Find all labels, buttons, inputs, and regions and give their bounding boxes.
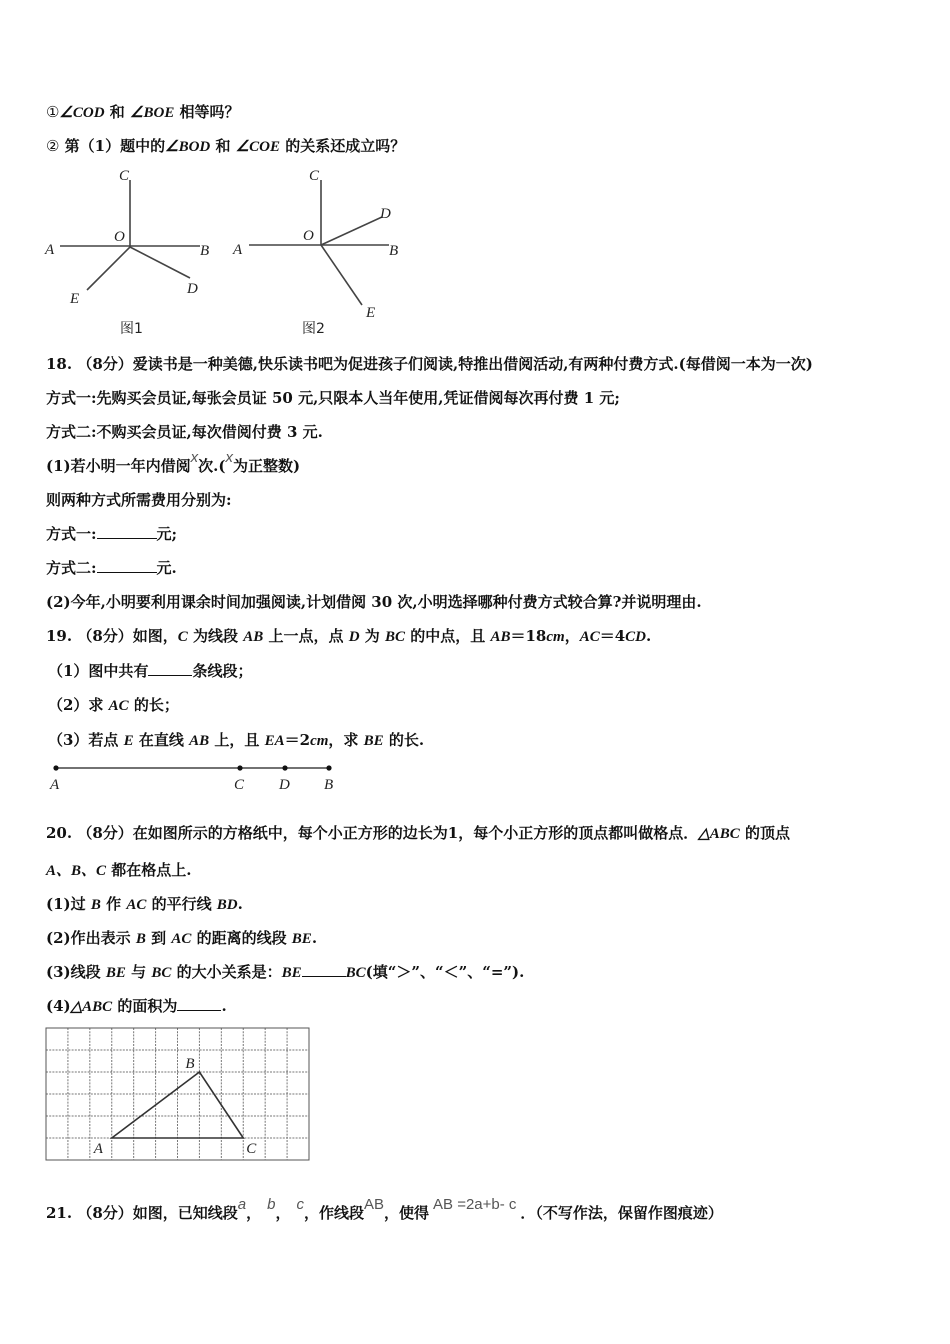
figure-1 — [60, 180, 200, 290]
var: BE — [105, 965, 126, 981]
answer-blank[interactable] — [148, 661, 192, 676]
segment-ab: AB — [364, 1196, 385, 1213]
grid-label-b: B — [185, 1056, 195, 1072]
formula: AB =2a+b- c — [433, 1196, 517, 1213]
text: (填“＞”、“＜”、“=”). — [365, 963, 525, 981]
var: BE — [363, 733, 384, 749]
text: (2)作出表示 — [46, 929, 136, 947]
q20-stem-line-2 — [46, 860, 191, 881]
text: 上，且 — [209, 731, 265, 749]
sep: ， — [246, 1204, 262, 1222]
text: 的距离的线段 — [191, 929, 292, 947]
fig1-caption: 图1 — [120, 321, 143, 337]
vars: A、B、C — [46, 863, 107, 879]
question-head: 第（1）题中的 — [59, 137, 166, 155]
point-d — [282, 765, 287, 770]
fig1-label-b: B — [200, 243, 210, 259]
var: BC — [385, 629, 406, 645]
q20-part-2 — [46, 928, 317, 949]
q18-part-1-line-2: 则两种方式所需费用分别为: — [46, 491, 232, 509]
stem-text: ＝4 — [599, 627, 626, 645]
question-tail: 的关系还成立吗？ — [280, 137, 406, 155]
text: 的大小关系是： — [171, 963, 282, 981]
q19-part-1 — [48, 661, 252, 681]
conjunction: 和 — [210, 137, 236, 155]
var: BC — [345, 965, 366, 981]
fill-label: 方式二: — [46, 559, 97, 577]
variable-x: x — [225, 449, 233, 466]
fig2-label-e: E — [366, 305, 376, 321]
text: 的面积为 — [112, 997, 178, 1015]
stem-text: 19. （8分）如图， — [46, 627, 178, 645]
text: 与 — [125, 963, 152, 981]
var: AC — [126, 897, 147, 913]
fill-unit: 元. — [156, 559, 177, 577]
fig1-label-c: C — [119, 168, 130, 184]
point-a — [53, 765, 58, 770]
var: C — [177, 629, 188, 645]
fig2-label-b: B — [389, 243, 399, 259]
stem-text: ，使得 — [384, 1204, 430, 1222]
point-b — [326, 765, 331, 770]
segment-c: c — [296, 1196, 304, 1213]
grid-label-a: A — [93, 1141, 103, 1157]
text: ，求 — [328, 731, 364, 749]
segment-figure — [0, 755, 400, 797]
conjunction: 和 — [104, 103, 131, 121]
var: BE — [281, 965, 302, 981]
fig2-label-c: C — [309, 168, 320, 184]
text: . — [221, 997, 227, 1015]
fig2-label-o: O — [303, 228, 314, 244]
var: B — [135, 931, 146, 947]
var: AC — [579, 629, 600, 645]
circled-number-1: ① — [46, 103, 60, 121]
stem-text: ，作线段 — [303, 1204, 364, 1222]
q20-part-3 — [46, 962, 524, 983]
angle-cod: ∠COD — [59, 105, 105, 121]
var: AB — [189, 733, 210, 749]
var: B — [90, 897, 101, 913]
question-tail: 相等吗？ — [174, 103, 240, 121]
unit: cm — [546, 629, 565, 645]
triangle-abc-shape — [112, 1072, 244, 1138]
circled-number-2: ② — [46, 137, 60, 155]
text: (3)线段 — [46, 963, 106, 981]
grid-label-c: C — [246, 1141, 257, 1157]
figure-2 — [249, 180, 389, 305]
answer-blank-2[interactable] — [97, 558, 157, 573]
q18-fill-1 — [46, 524, 177, 544]
answer-blank[interactable] — [177, 996, 221, 1011]
stem-text: 上一点，点 — [263, 627, 349, 645]
fig2-caption: 图2 — [302, 321, 325, 337]
segment-b: b — [267, 1196, 276, 1213]
q18-stem: 18. （8分）爱读书是一种美德,快乐读书吧为促进孩子们阅读,特推出借阅活动,有两种付费方式.(每借阅一本为一次) — [46, 355, 813, 373]
q21-stem — [46, 1196, 723, 1224]
text: 的平行线 — [146, 895, 217, 913]
part-tail: 的长； — [128, 696, 179, 714]
text: 的长. — [383, 731, 425, 749]
q19-part-3 — [48, 730, 424, 751]
fig2-label-d: D — [380, 206, 391, 222]
stem-text: ， — [564, 627, 580, 645]
point-c — [237, 765, 242, 770]
stem-text: . — [646, 627, 652, 645]
var: D — [348, 629, 360, 645]
text: (1)过 — [46, 895, 91, 913]
var: AC — [108, 698, 129, 714]
text: . — [237, 895, 243, 913]
fig1-label-d: D — [187, 281, 198, 297]
stem-text: 为 — [359, 627, 385, 645]
triangle-abc: △ABC — [698, 826, 740, 842]
angle-figures — [0, 0, 950, 345]
q19-stem — [46, 626, 651, 647]
variable-x: x — [190, 449, 199, 466]
fill-label: 方式一: — [46, 525, 97, 543]
unit: cm — [310, 733, 329, 749]
stem-text: 的顶点 — [739, 824, 790, 842]
part-tail: 条线段； — [192, 662, 253, 680]
text: 在直线 — [133, 731, 190, 749]
stem-text: 的中点，且 — [405, 627, 491, 645]
answer-blank-1[interactable] — [97, 524, 157, 539]
var: BC — [151, 965, 172, 981]
stem-text: ＝18 — [510, 627, 547, 645]
part1-mid: 次.( — [198, 457, 226, 475]
q20-part-1 — [46, 894, 243, 915]
sep: ， — [275, 1204, 291, 1222]
q18-method-2: 方式二:不购买会员证,每次借阅付费 3 元. — [46, 423, 323, 441]
angle-coe: ∠COE — [235, 139, 280, 155]
q19-part-2 — [48, 695, 179, 716]
var: AB — [243, 629, 264, 645]
fig1-label-a: A — [45, 242, 55, 258]
text: (4) — [46, 997, 71, 1015]
q18-part-1 — [46, 449, 301, 477]
var: AB — [490, 629, 511, 645]
q20-stem — [46, 823, 790, 844]
answer-blank[interactable] — [302, 962, 346, 977]
part-head: （2）求 — [48, 696, 109, 714]
fig2-label-a: A — [233, 242, 243, 258]
segment-a: a — [237, 1196, 247, 1213]
var: BE — [291, 931, 312, 947]
text: . — [311, 929, 318, 947]
stem-text: ．（不写作法，保留作图痕迹） — [520, 1204, 723, 1222]
stem-text: 都在格点上. — [106, 861, 192, 879]
var: E — [123, 733, 134, 749]
q18-method-1: 方式一:先购买会员证,每张会员证 50 元,只限本人当年使用,凭证借阅每次再付费 1 元; — [46, 389, 620, 407]
part1-head: (1)若小明一年内借阅 — [46, 457, 191, 475]
text: （3）若点 — [48, 731, 124, 749]
q18-part-2: (2)今年,小明要利用课余时间加强阅读,计划借阅 30 次,小明选择哪种付费方式较合算?并说明理由. — [46, 593, 702, 611]
label-c: C — [234, 777, 245, 793]
angle-bod: ∠BOD — [165, 139, 211, 155]
var: AC — [171, 931, 192, 947]
fill-unit: 元; — [156, 525, 178, 543]
var: CD — [625, 629, 646, 645]
fig1-label-o: O — [114, 229, 125, 245]
label-a: A — [50, 777, 60, 793]
triangle-abc: △ABC — [70, 999, 113, 1015]
q20-part-4 — [46, 996, 227, 1017]
label-d: D — [279, 777, 290, 793]
var: BD — [216, 897, 238, 913]
angle-boe: ∠BOE — [130, 105, 175, 121]
stem-text: 20. （8分）在如图所示的方格纸中，每个小正方形的边长为1，每个小正方形的顶点都叫做格点． — [46, 824, 699, 842]
part1-tail: 为正整数) — [232, 457, 301, 475]
q18-fill-2 — [46, 558, 177, 578]
fig1-label-e: E — [70, 291, 80, 307]
stem-text: 为线段 — [187, 627, 244, 645]
stem-text: 21. （8分）如图，已知线段 — [46, 1204, 238, 1222]
text: ＝2 — [284, 731, 311, 749]
text: 到 — [145, 929, 172, 947]
var: EA — [264, 733, 285, 749]
text: 作 — [100, 895, 127, 913]
part-head: （1）图中共有 — [48, 662, 149, 680]
label-b: B — [324, 777, 334, 793]
